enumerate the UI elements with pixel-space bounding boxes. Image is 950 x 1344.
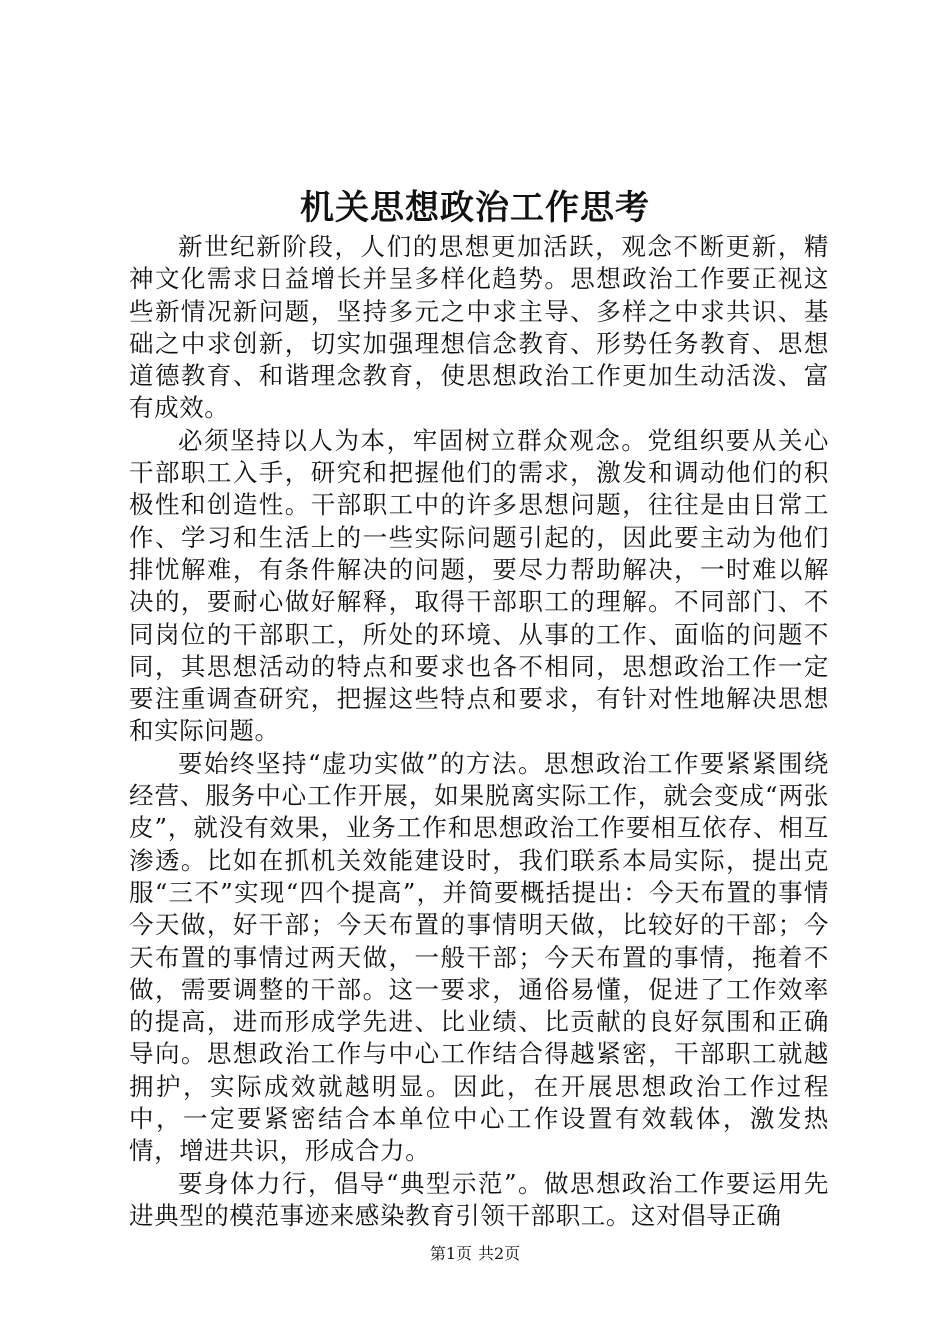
paragraph: 必须坚持以人为本，牢固树立群众观念。党组织要从关心干部职工入手，研究和把握他们的需求，激发和调动他们的积极性和创造性。干部职工中的许多思想问题，往往是由日常工作、学习和生活上的一些实际问题引起的，因此要主动为他们排忧解难，有条件解决的问题，要尽力帮助解决，一时难以解决的，要耐心做好解释，取得干部职工的理解。不同部门、不同岗位的干部职工，所处的环境、从事的工作、面临的问题不同，其思想活动的特点和要求也各不相同，思想政治工作一定要注重调查研究，把握这些特点和要求，有针对性地解决思想和实际问题。 xyxy=(129,425,829,746)
paragraph: 要身体力行，倡导“典型示范”。做思想政治工作要运用先进典型的模范事迹来感染教育引领干部职工。这对倡导正确 xyxy=(129,1168,829,1230)
page-number: 第1页 xyxy=(429,1244,472,1263)
page-total: 共2页 xyxy=(478,1244,521,1263)
paragraph: 新世纪新阶段，人们的思想更加活跃，观念不断更新，精神文化需求日益增长并呈多样化趋势。思想政治工作要正视这些新情况新问题，坚持多元之中求主导、多样之中求共识、基础之中求创新，切实加强理想信念教育、形势任务教育、思想道德教育、和谐理念教育，使思想政治工作更加生动活泼、富有成效。 xyxy=(129,232,829,423)
paragraph: 要始终坚持“虚功实做”的方法。思想政治工作要紧紧围绕经营、服务中心工作开展，如果脱离实际工作，就会变成“两张皮”，就没有效果，业务工作和思想政治工作要相互依存、相互渗透。比如在抓机关效能建设时，我们联系本局实际，提出克服“三不”实现“四个提高”，并简要概括提出：今天布置的事情今天做，好干部；今天布置的事情明天做，比较好的干部；今天布置的事情过两天做，一般干部；今天布置的事情，拖着不做，需要调整的干部。这一要求，通俗易懂，促进了工作效率的提高，进而形成学先进、比业绩、比贡献的良好氛围和正确导向。思想政治工作与中心工作结合得越紧密，干部职工就越拥护，实际成效就越明显。因此，在开展思想政治工作过程中，一定要紧密结合本单位中心工作设置有效载体，激发热情，增进共识，形成合力。 xyxy=(129,748,829,1166)
document-body xyxy=(129,231,829,1232)
document-title: 机关思想政治工作思考 xyxy=(300,188,650,228)
page-footer xyxy=(0,1242,950,1266)
